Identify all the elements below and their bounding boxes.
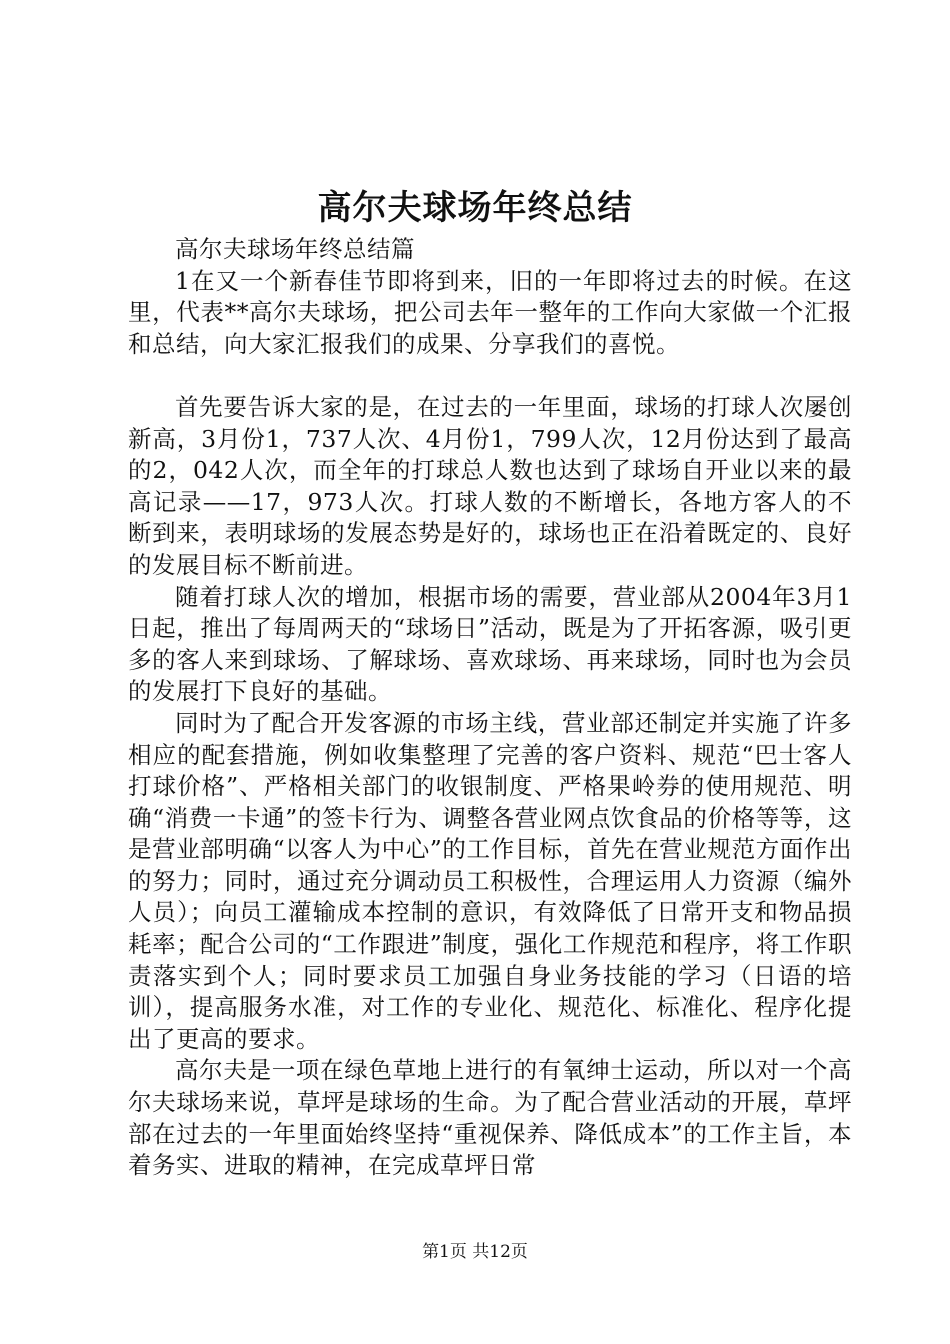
- paragraph: 同时为了配合开发客源的市场主线，营业部还制定并实施了许多相应的配套措施，例如收集整理了完善的客户资料、规范“巴士客人打球价格”、严格相关部门的收银制度、严格果岭券的使用规范、明确“消费一卡通”的签卡行为、调整各营业网点饮食品的价格等等，这是营业部明确“以客人为中心”的工作目标，首先在营业规范方面作出的努力；同时，通过充分调动员工积极性，合理运用人力资源（编外人员）；向员工灌输成本控制的意识，有效降低了日常开支和物品损耗率；配合公司的“工作跟进”制度，强化工作规范和程序，将工作职责落实到个人；同时要求员工加强自身业务技能的学习（日语的培训），提高服务水准，对工作的专业化、规范化、标准化、程序化提出了更高的要求。: [128, 708, 852, 1053]
- paragraph: 1在又一个新春佳节即将到来，旧的一年即将过去的时候。在这里，代表**高尔夫球场，把公司去年一整年的工作向大家做一个汇报和总结，向大家汇报我们的成果、分享我们的喜悦。: [128, 266, 852, 358]
- paragraph-spacer: [128, 360, 852, 392]
- page-footer: 第1页 共12页: [422, 1242, 528, 1262]
- paragraph: 首先要告诉大家的是，在过去的一年里面，球场的打球人次屡创新高，3月份1，737人次、4月份1，799人次，12月份达到了最高的2，042人次，而全年的打球总人数也达到了球场自开业以来的最高记录——17，973人次。打球人数的不断增长，各地方客人的不断到来，表明球场的发展态势是好的，球场也正在沿着既定的、良好的发展目标不断前进。: [128, 392, 852, 579]
- paragraph: 随着打球人次的增加，根据市场的需要，营业部从2004年3月1日起，推出了每周两天的“球场日”活动，既是为了开拓客源，吸引更多的客人来到球场、了解球场、喜欢球场、再来球场，同时也为会员的发展打下良好的基础。: [128, 582, 852, 706]
- paragraph-heading: 高尔夫球场年终总结篇: [175, 235, 415, 263]
- paragraph: 高尔夫是一项在绿色草地上进行的有氧绅士运动，所以对一个高尔夫球场来说，草坪是球场的生命。为了配合营业活动的开展，草坪部在过去的一年里面始终坚持“重视保养、降低成本”的工作主旨，本着务实、进取的精神，在完成草坪日常: [128, 1056, 852, 1180]
- document-title: 高尔夫球场年终总结: [317, 188, 633, 228]
- document-body: [128, 234, 852, 1182]
